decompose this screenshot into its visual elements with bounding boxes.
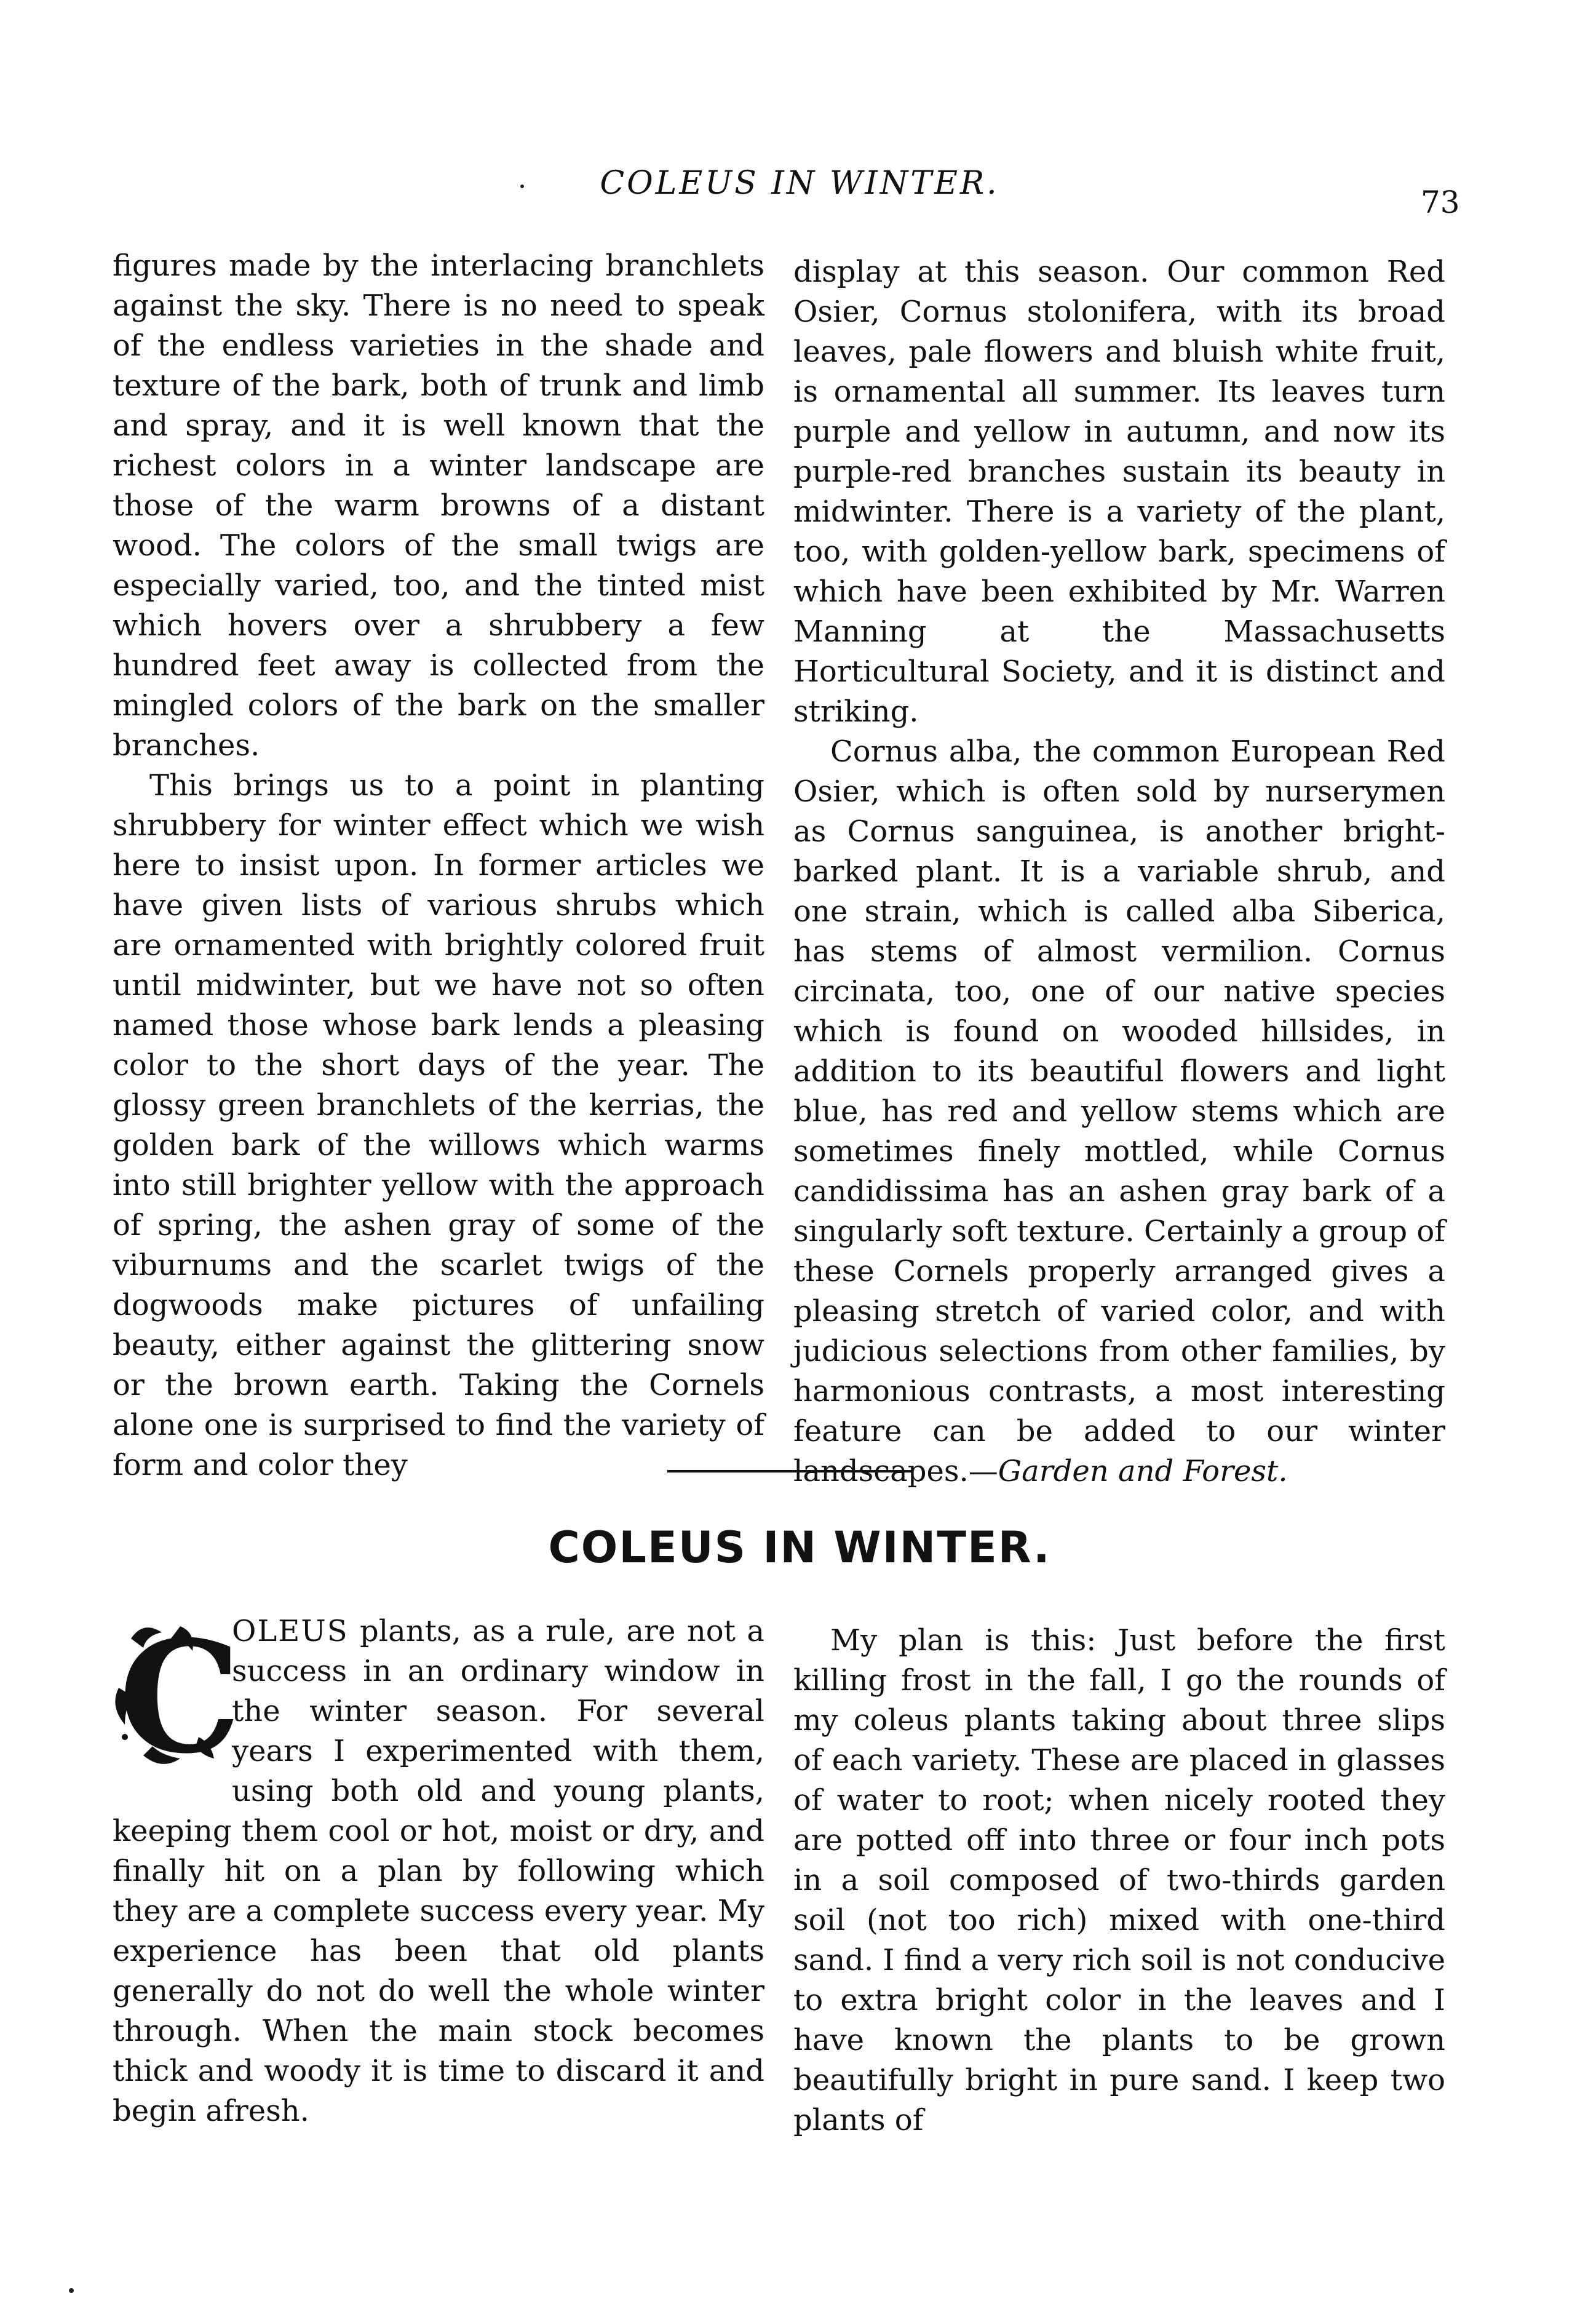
page-number: 73 <box>1421 185 1460 220</box>
section-divider <box>667 1470 913 1472</box>
first-word-rest: OLEUS <box>232 1614 349 1648</box>
previous-article-right-column <box>793 252 1445 1492</box>
ornamental-drop-cap <box>106 1607 241 1787</box>
footer-mark <box>69 2288 74 2293</box>
drop-cap-letter: C <box>119 1607 241 1787</box>
paragraph-text: plants, as a rule, are not a success in an ordinary window in the winter season. For several years I experimented with them, using both old and young plants, keeping them cool or hot, moist or dry, and finally hit on a plan by following which they are a complete success every year. My experience has been that old plants generally do not do well the whole winter through. When the main stock becomes thick and woody it is time to discard it and begin afresh. <box>113 1614 764 2128</box>
previous-article-left-column <box>113 246 764 1485</box>
paragraph-text: Cornus alba, the common European Red Osier, which is often sold by nurserymen as Cornus sanguinea, is another bright-barked plant. It is a variable shrub, and one strain, which is called alba Siberica, has stems of almost vermilion. Cornus circinata, too, one of our native species which is found on wooded hillsides, in addition to its beautiful flowers and light blue, has red and yellow stems which are sometimes finely mottled, while Cornus candidissima has an ashen gray bark of a singularly soft texture. Certainly a group of these Cornels properly arranged gives a pleasing stretch of varied color, and with judicious selections from other families, by harmonious contrasts, a most interesting feature can be added to our winter landscapes.— <box>793 734 1445 1488</box>
running-title: COLEUS IN WINTER. <box>600 165 999 202</box>
article-right-column <box>793 1621 1445 2140</box>
article-title: COLEUS IN WINTER. <box>548 1522 1051 1573</box>
paragraph-with-source <box>793 732 1445 1492</box>
paragraph: This brings us to a point in planting shrubbery for winter effect which we wish here to insist upon. In former articles we have given lists of various shrubs which are ornamented with brightly colored fruit until midwinter, but we have not so often named those whose bark lends a pleasing color to the short days of the year. The glossy green branchlets of the kerrias, the golden bark of the willows which warms into still brighter yellow with the approach of spring, the ashen gray of some of the viburnums and the scarlet twigs of the dogwoods make pictures of unfailing beauty, either against the glittering snow or the brown earth. Taking the Cornels alone one is surprised to find the variety of form and color they <box>113 768 764 1482</box>
paragraph: display at this season. Our common Red Osier, Cornus stolonifera, with its broad leaves, pale flowers and bluish white fruit, is ornamental all summer. Its leaves turn purple and yellow in autumn, and now its purple-red branches sustain its beauty in midwinter. There is a variety of the plant, too, with golden-yellow bark, specimens of which have been exhibited by Mr. Warren Manning at the Massachusetts Horticultural Society, and it is distinct and striking. <box>793 255 1445 729</box>
paragraph: My plan is this: Just before the first killing frost in the fall, I go the rounds of my coleus plants taking about three slips of each variety. These are placed in glasses of water to root; when nicely rooted they are potted off into three or four inch pots in a soil composed of two-thirds garden soil (not too rich) mixed with one-third sand. I find a very rich soil is not conducive to extra bright color in the leaves and I have known the plants to be grown beautifully bright in pure sand. I keep two plants of <box>793 1623 1445 2137</box>
header-dot <box>520 185 524 188</box>
paragraph: figures made by the interlacing branchlets against the sky. There is no need to speak of the endless varieties in the shade and texture of the bark, both of trunk and limb and spray, and it is well known that the richest colors in a winter landscape are those of the warm browns of a distant wood. The colors of the small twigs are especially varied, too, and the tinted mist which hovers over a shrubbery a few hundred feet away is collected from the mingled colors of the bark on the smaller branches. <box>113 248 764 763</box>
source-citation: Garden and Forest. <box>998 1454 1288 1488</box>
article-left-column <box>113 1607 764 2131</box>
